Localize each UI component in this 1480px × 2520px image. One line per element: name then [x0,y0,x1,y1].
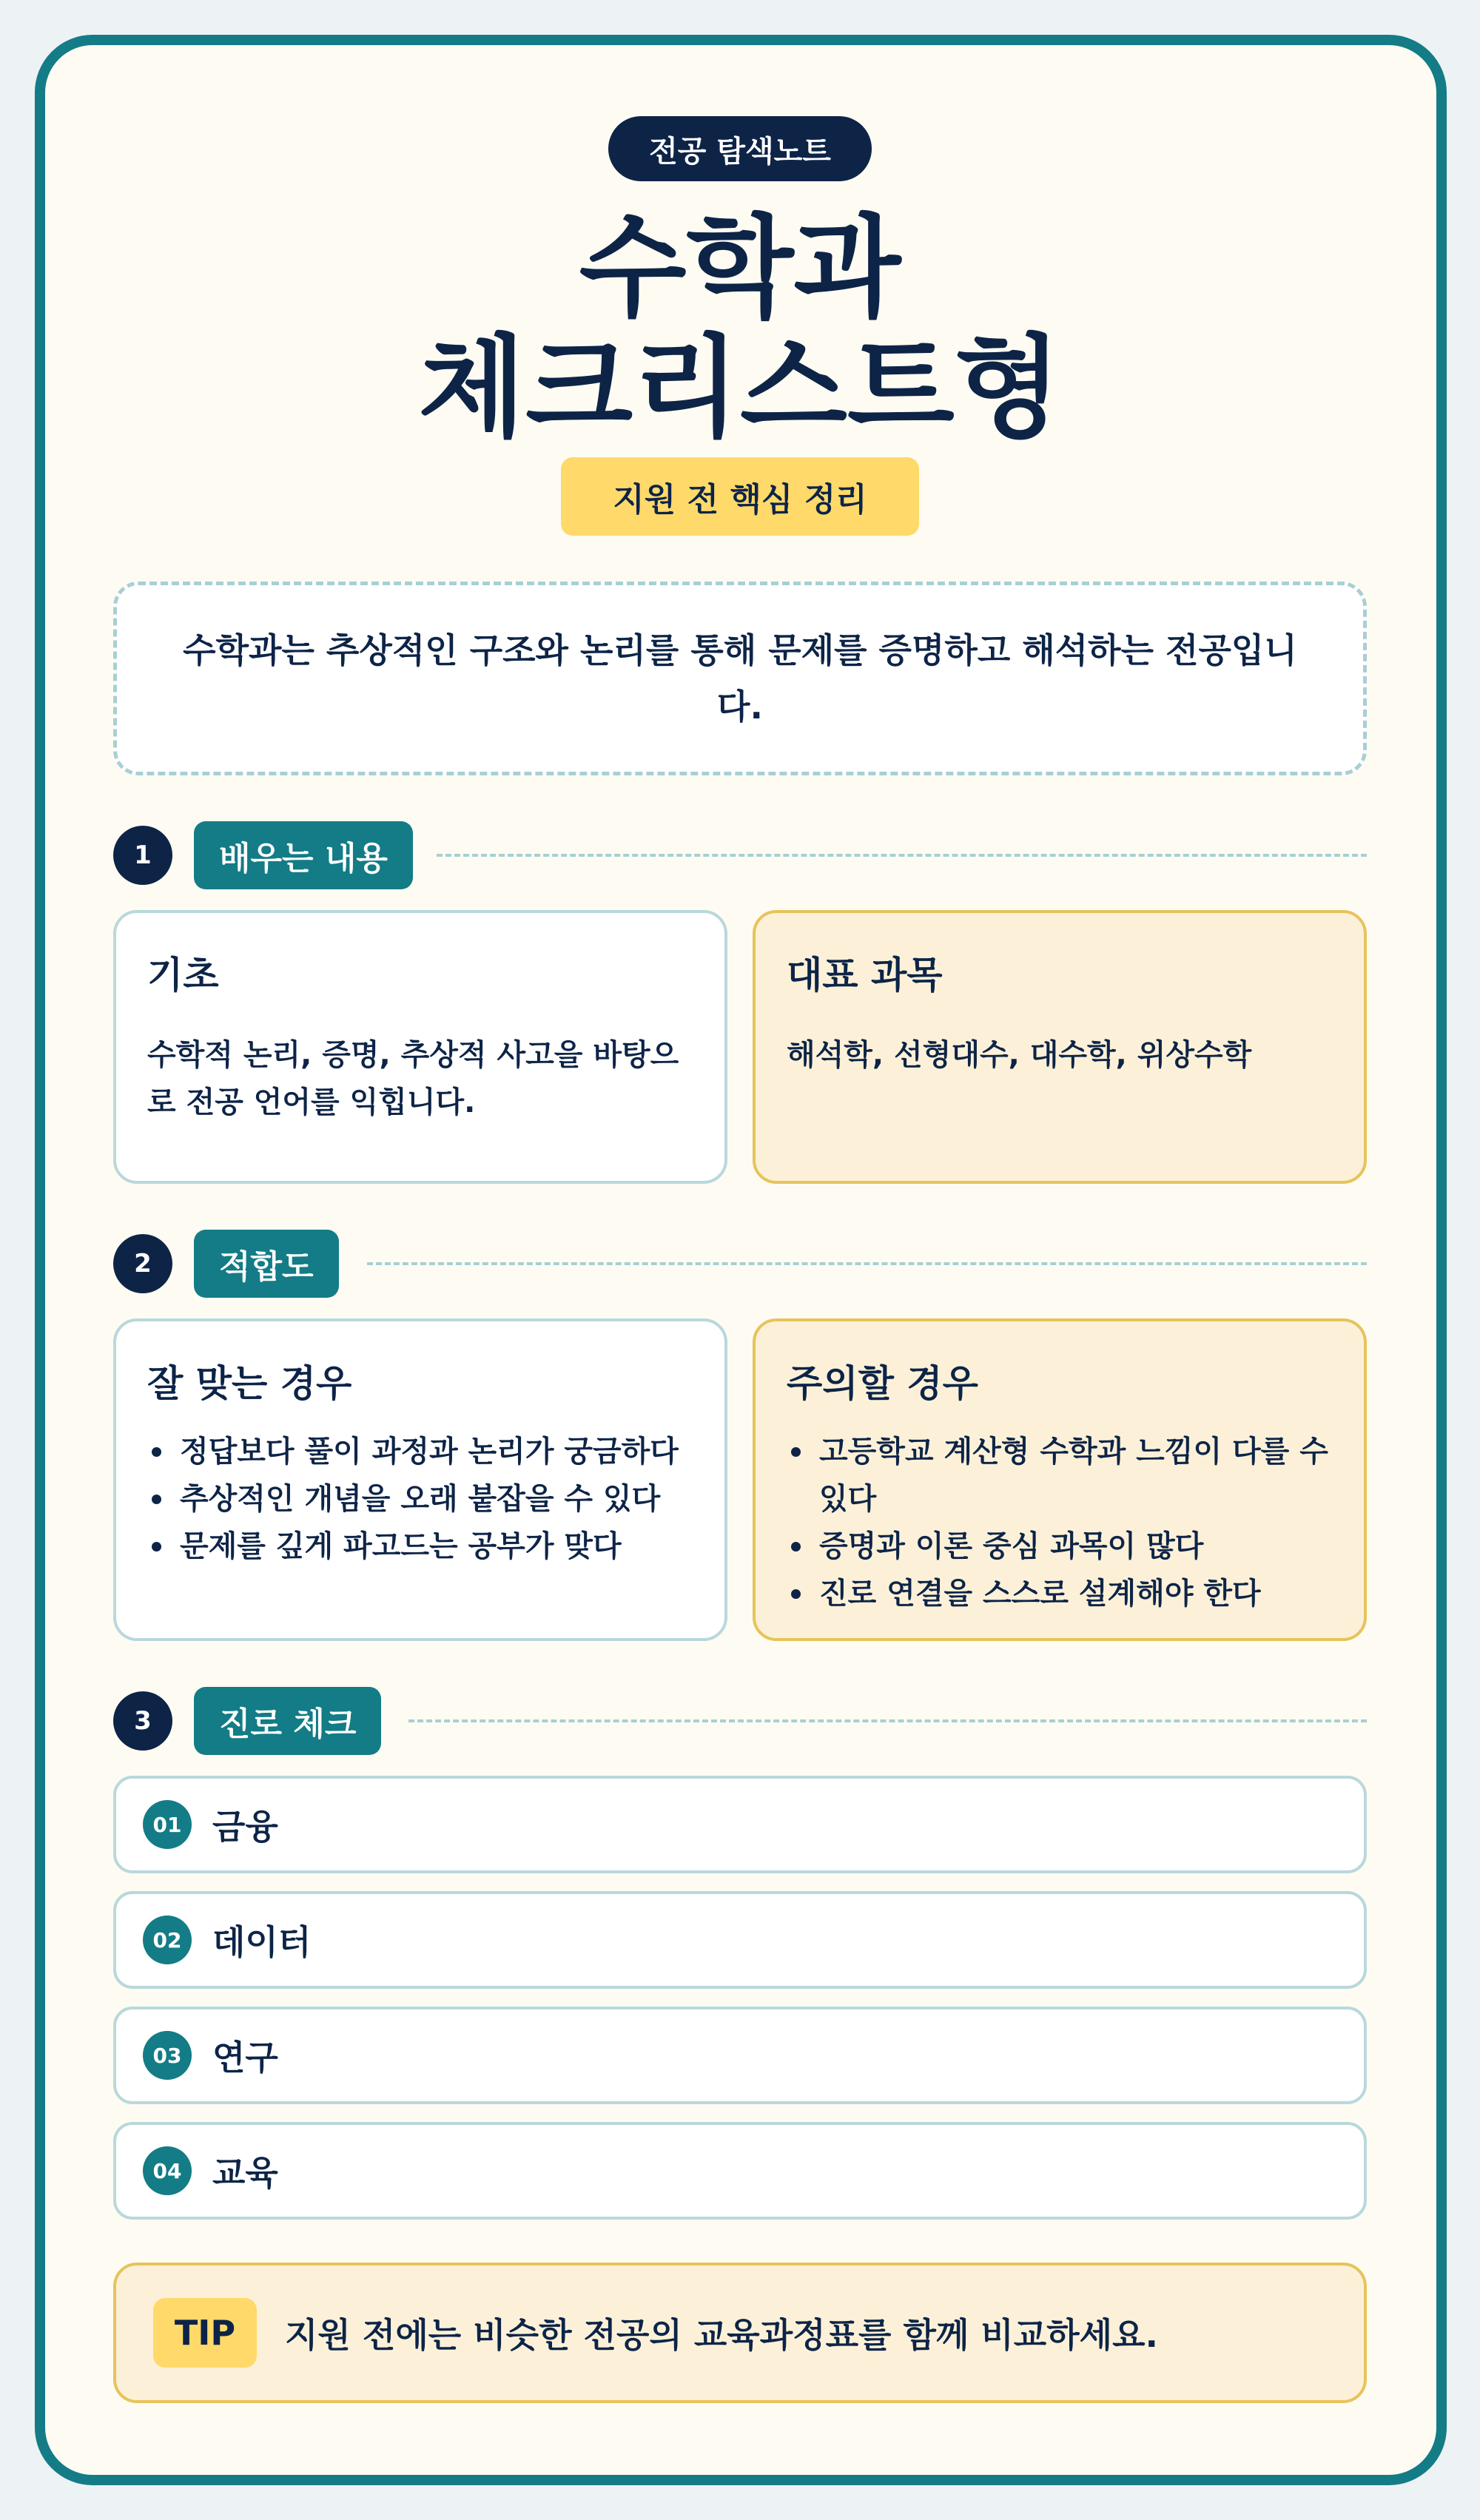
career-item-research [113,2007,1367,2104]
career-label: 교육 [212,2153,278,2193]
section-3-title: 진로 체크 [194,1687,381,1755]
career-label: 데이터 [212,1922,312,1962]
list-item: 문제를 깊게 파고드는 공부가 맞다 [147,1523,693,1570]
career-label: 금융 [212,1807,278,1847]
list-item: 추상적인 개념을 오래 붙잡을 수 있다 [147,1475,693,1523]
career-label: 연구 [212,2038,278,2078]
section-1-divider [437,854,1367,857]
career-number: 02 [143,1916,192,1964]
header-badge: 전공 탐색노트 [608,116,872,181]
tip-box [113,2263,1367,2403]
section-2-divider [367,1262,1367,1265]
list-item: 진로 연결을 스스로 설계해야 한다 [787,1570,1333,1617]
card-courses-text: 해석학, 선형대수, 대수학, 위상수학 [787,1038,1252,1072]
career-number: 01 [143,1800,192,1849]
career-item-finance [113,1776,1367,1873]
section-2-title: 적합도 [194,1230,339,1298]
page-title-line1: 수학과 [579,204,901,333]
page-title-line2: 체크리스트형 [418,324,1062,453]
list-item: 정답보다 풀이 과정과 논리가 궁금하다 [147,1428,693,1475]
intro-text: 수학과는 추상적인 구조와 논리를 통해 문제를 증명하고 해석하는 전공입니다. [183,630,1297,727]
career-number: 04 [143,2146,192,2195]
card-good-fit-title: 잘 맞는 경우 [147,1362,352,1405]
card-courses [753,910,1367,1184]
section-3-number: 3 [113,1691,172,1751]
card-courses-title: 대표 과목 [787,954,943,997]
section-1-title: 배우는 내용 [194,821,413,889]
section-1-number: 1 [113,826,172,885]
card-basics [113,910,727,1184]
card-caution-title: 주의할 경우 [787,1362,978,1405]
list-item: 고등학교 계산형 수학과 느낌이 다를 수 있다 [787,1428,1333,1523]
section-3-divider [408,1719,1367,1722]
good-fit-list [147,1428,693,1570]
card-caution [753,1318,1367,1641]
subtitle-pill: 지원 전 핵심 정리 [561,457,919,536]
career-number: 03 [143,2031,192,2080]
tip-badge: TIP [153,2298,257,2368]
section-2-number: 2 [113,1234,172,1293]
list-item: 증명과 이론 중심 과목이 많다 [787,1523,1333,1570]
card-good-fit [113,1318,727,1641]
card-basics-text: 수학적 논리, 증명, 추상적 사고을 바탕으로 전공 언어를 익힙니다. [147,1038,679,1119]
tip-text: 지원 전에는 비슷한 전공의 교육과정표를 함께 비교하세요. [285,2315,1159,2355]
caution-list [787,1428,1333,1617]
career-item-education [113,2122,1367,2220]
career-item-data [113,1891,1367,1989]
intro-box [113,582,1367,775]
card-basics-title: 기초 [147,954,219,997]
